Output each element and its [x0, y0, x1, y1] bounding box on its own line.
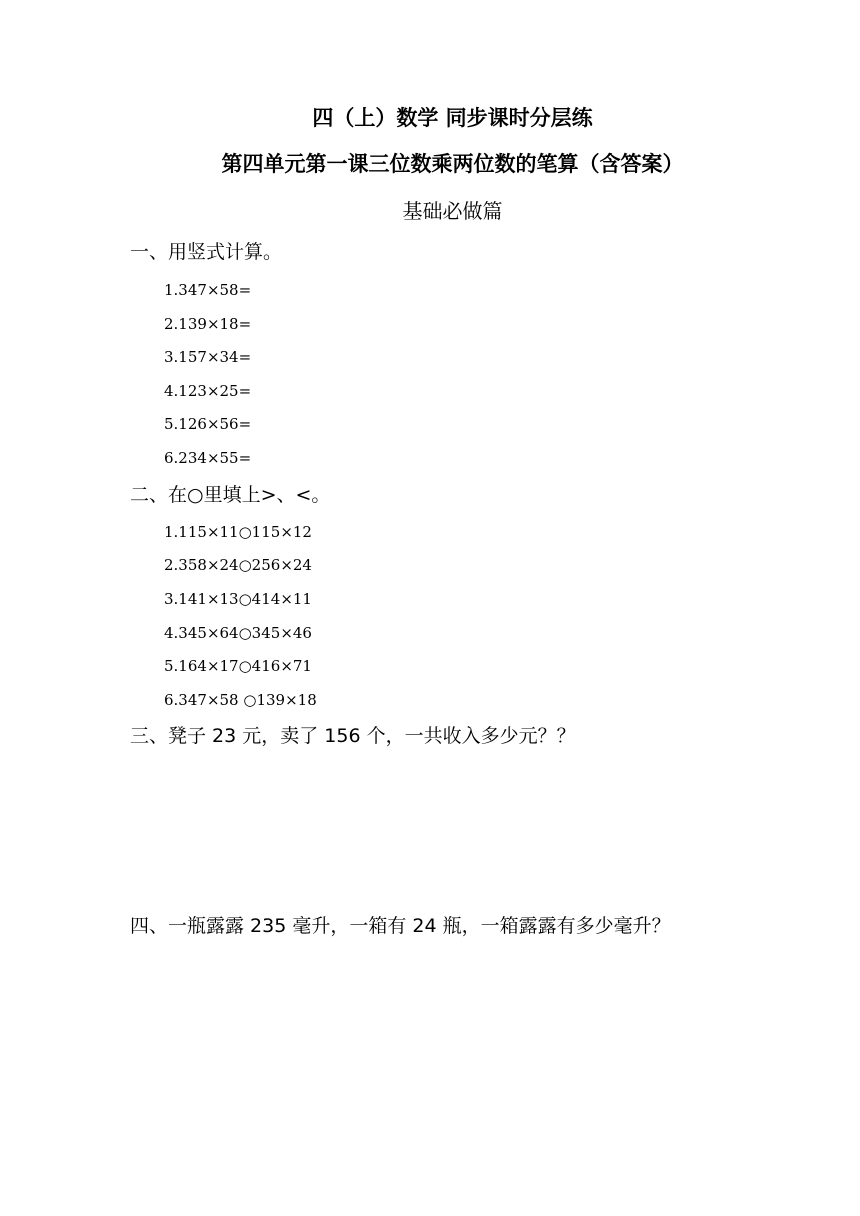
section-2-item: 5.164×17○416×71 [164, 657, 312, 675]
section-2-item: 4.345×64○345×46 [164, 624, 312, 642]
section-level-label: 基础必做篇 [402, 199, 503, 223]
document-title: 四（上）数学 同步课时分层练 [312, 106, 593, 130]
section-1-item: 4.123×25= [164, 382, 252, 400]
section-2-item: 1.115×11○115×12 [164, 523, 312, 541]
document-subtitle-lesson: 第四单元第一课三位数乘两位数的笔算（含答案） [221, 152, 684, 176]
section-2-item: 3.141×13○414×11 [164, 590, 312, 608]
section-4-heading: 四、一瓶露露 235 毫升，一箱有 24 瓶，一箱露露有多少毫升？ [130, 915, 671, 937]
section-1-heading: 一、用竖式计算。 [130, 241, 283, 263]
section-1-item: 6.234×55= [164, 449, 252, 467]
section-2-item: 6.347×58 ○139×18 [164, 691, 317, 709]
section-1-item: 2.139×18= [164, 315, 252, 333]
section-1-item: 1.347×58= [164, 281, 252, 299]
section-2-item: 2.358×24○256×24 [164, 556, 312, 574]
section-1-item: 5.126×56= [164, 415, 252, 433]
section-2-heading: 二、在○里填上>、<。 [130, 484, 331, 506]
section-1-item: 3.157×34= [164, 348, 252, 366]
section-3-heading: 三、凳子 23 元，卖了 156 个，一共收入多少元？？ [130, 725, 576, 747]
